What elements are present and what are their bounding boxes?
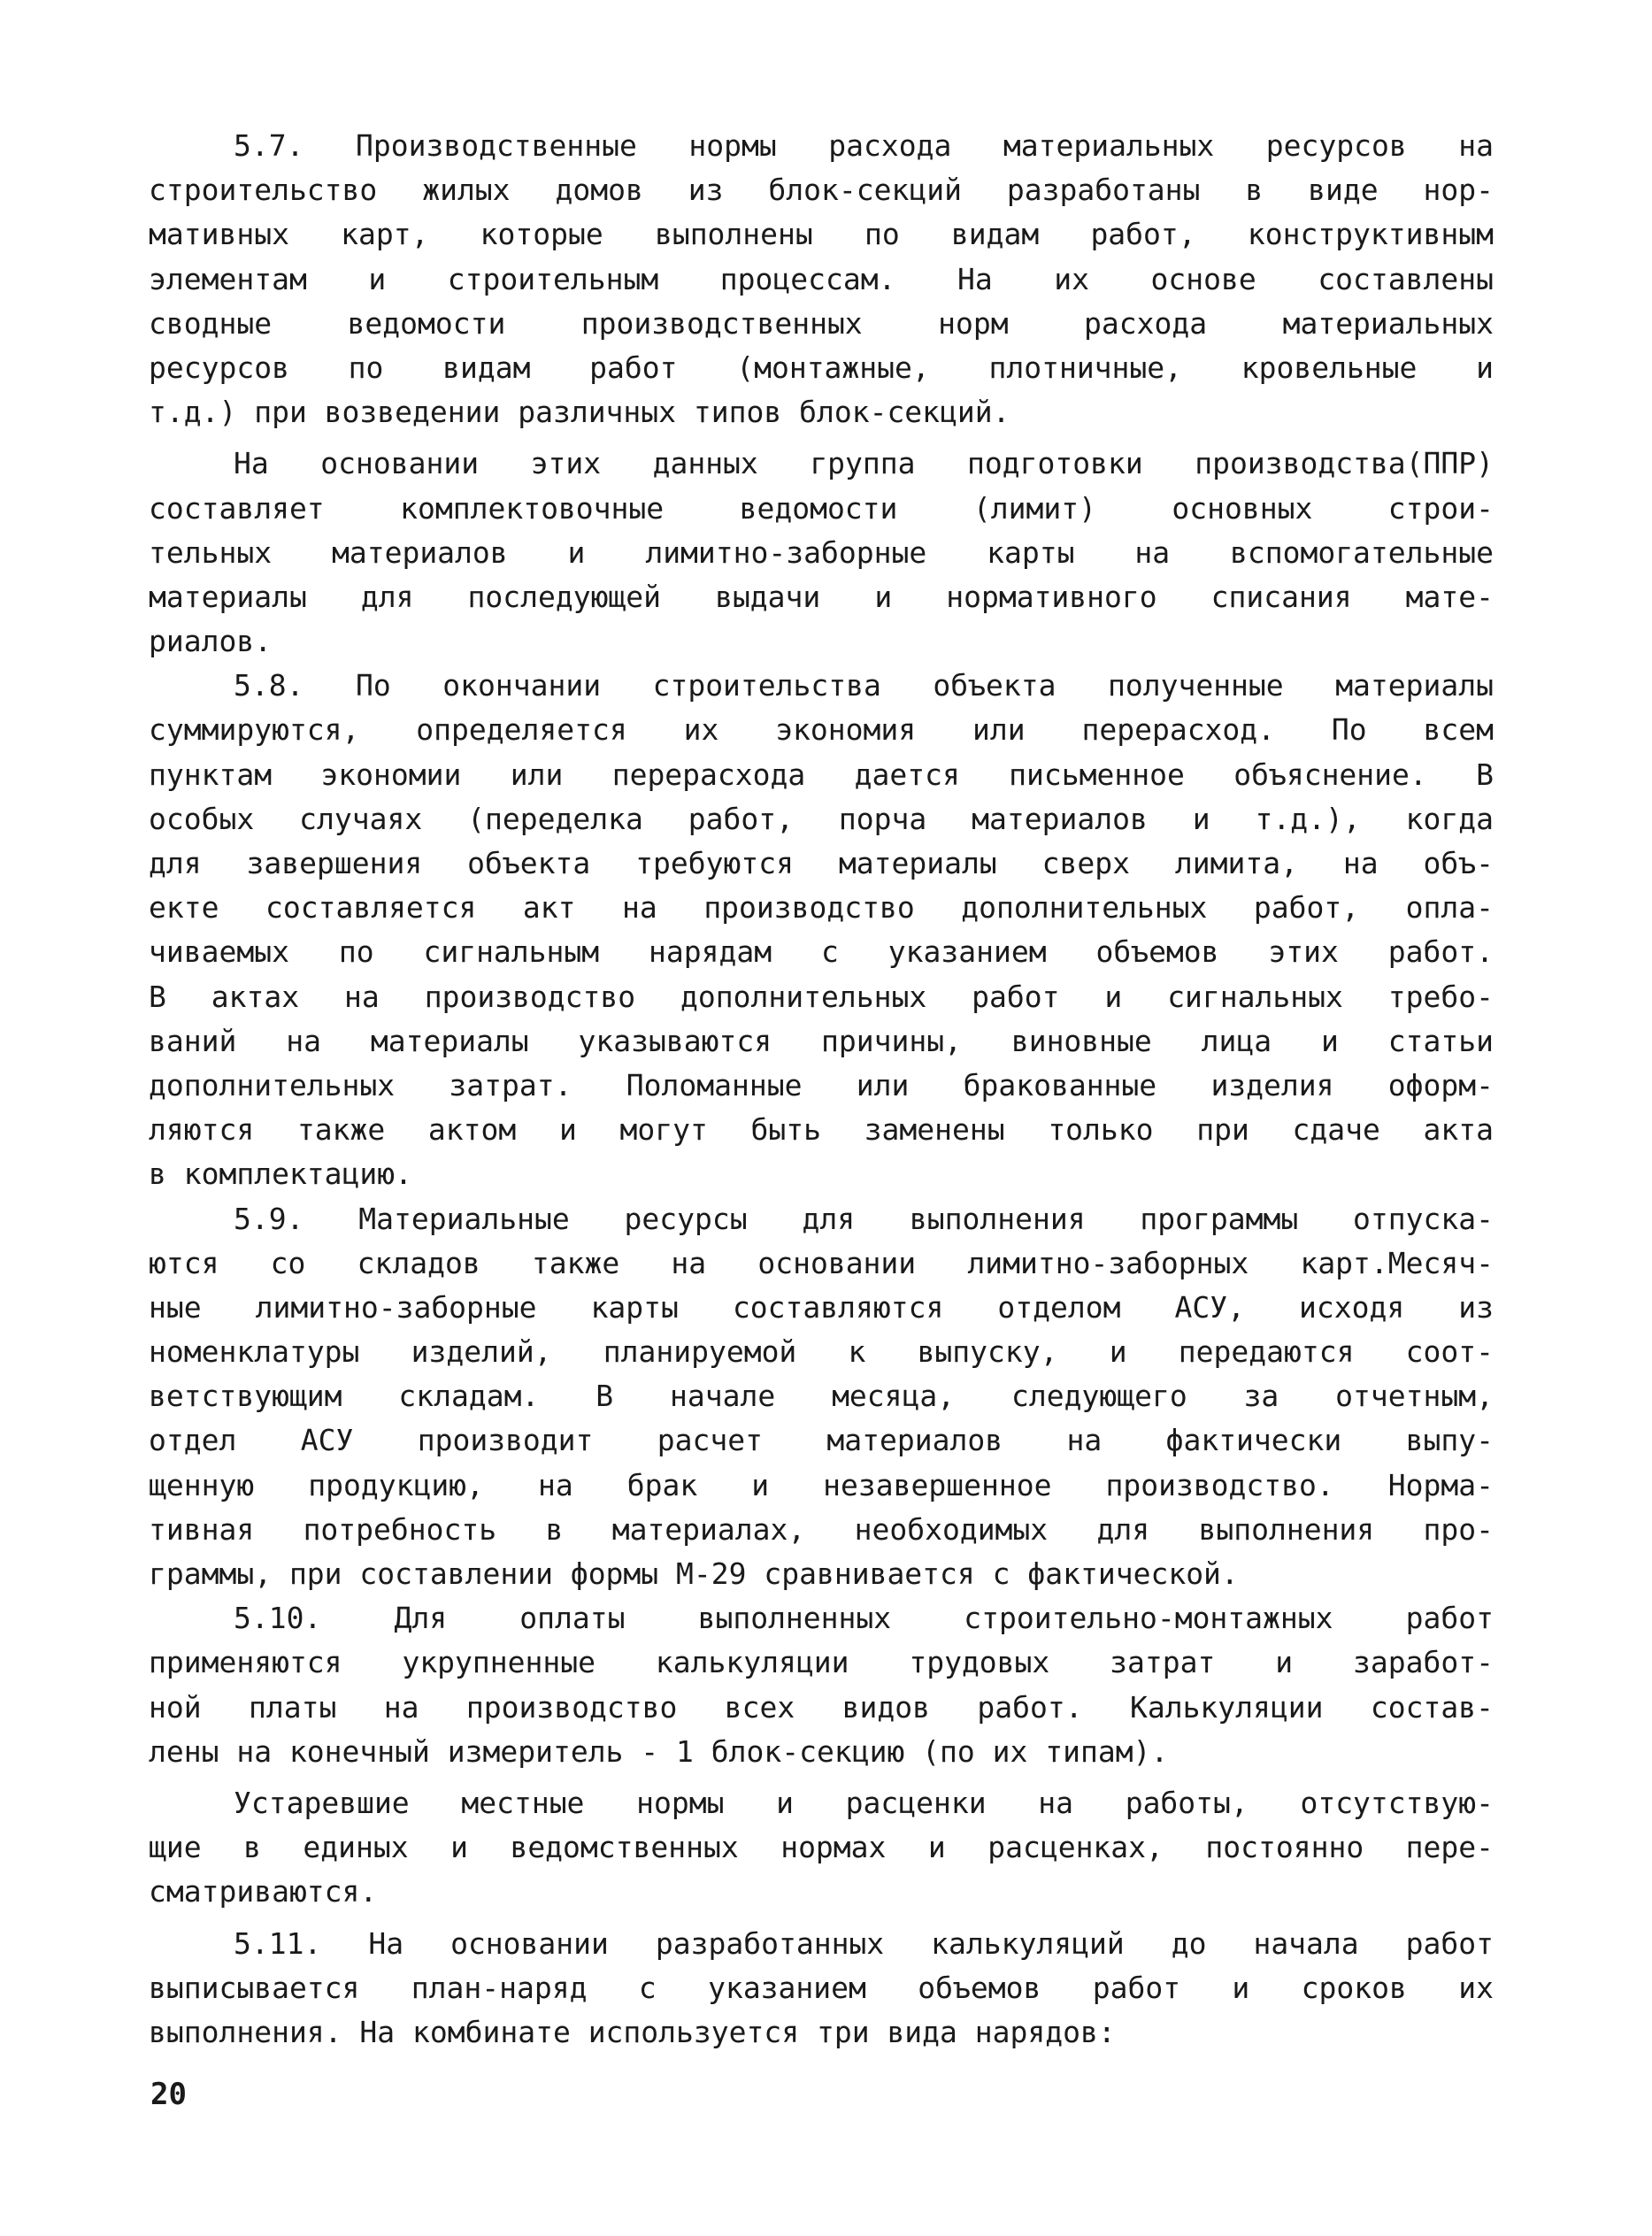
text-line: материалы для последующей выдачи и нормативного списания мате- [149, 579, 1494, 614]
text-line: выписывается план-наряд с указанием объемов работ и сроков их [149, 1970, 1494, 2005]
text-line: суммируются, определяется их экономия или перерасход. По всем [149, 712, 1494, 748]
text-line: 5.10. Для оплаты выполненных строительно-монтажных работ [234, 1601, 1494, 1636]
text-line: ются со складов также на основании лимитно-заборных карт.Месяч- [149, 1245, 1494, 1280]
text-line: мативных карт, которые выполнены по видам работ, конструктивным [149, 217, 1494, 252]
text-line: тельных материалов и лимитно-заборные карты на вспомогательные [149, 534, 1494, 570]
page-number: 20 [150, 2077, 187, 2112]
text-line: составляет комплектовочные ведомости (лимит) основных строи- [149, 490, 1494, 526]
text-line: ваний на материалы указываются причины, виновные лица и статьи [149, 1023, 1494, 1058]
text-line: екте составляется акт на производство дополнительных работ, опла- [149, 890, 1494, 926]
text-line: ляются также актом и могут быть заменены только при сдаче акта [149, 1112, 1494, 1148]
text-line: 5.7. Производственные нормы расхода материальных ресурсов на [234, 128, 1494, 163]
text-line: в комплектацию. [149, 1156, 413, 1192]
text-line: выполнения. На комбинате используется три вида нарядов: [149, 2014, 1116, 2049]
document-body [149, 124, 1494, 2055]
text-line: для завершения объекта требуются материалы сверх лимита, на объ- [149, 846, 1494, 880]
text-line: щенную продукцию, на брак и незавершенное производство. Норма- [149, 1467, 1494, 1502]
text-line: 5.11. На основании разработанных калькуляций до начала работ [234, 1925, 1494, 1961]
text-line: граммы, при составлении формы М-29 сравнивается с фактической. [149, 1556, 1239, 1591]
text-line: отдел АСУ производит расчет материалов на фактически выпу- [149, 1423, 1494, 1458]
text-line: щие в единых и ведомственных нормах и расценках, постоянно пере- [149, 1830, 1494, 1865]
text-line: 5.9. Материальные ресурсы для выполнения программы отпуска- [234, 1201, 1494, 1236]
text-line: ветствующим складам. В начале месяца, следующего за отчетным, [149, 1379, 1494, 1414]
text-line: применяются укрупненные калькуляции трудовых затрат и заработ- [149, 1645, 1494, 1680]
text-line: лены на конечный измеритель - 1 блок-секцию (по их типам). [149, 1733, 1169, 1769]
text-line: пунктам экономии или перерасхода дается письменное объяснение. В [149, 757, 1494, 792]
text-line: ные лимитно-заборные карты составляются отделом АСУ, исходя из [149, 1289, 1494, 1325]
text-line: тивная потребность в материалах, необходимых для выполнения про- [149, 1511, 1494, 1547]
text-line: ресурсов по видам работ (монтажные, плотничные, кровельные и [149, 350, 1494, 385]
text-line: 5.8. По окончании строительства объекта полученные материалы [234, 668, 1494, 703]
text-line: т.д.) при возведении различных типов блок-секций. [149, 395, 1010, 430]
text-line: сматриваются. [149, 1874, 378, 1909]
text-line: особых случаях (переделка работ, порча материалов и т.д.), когда [149, 801, 1494, 836]
text-line: На основании этих данных группа подготовки производства(ППР) [234, 446, 1494, 481]
text-line: риалов. [149, 624, 273, 659]
text-line: ной платы на производство всех видов работ. Калькуляции состав- [149, 1689, 1494, 1725]
text-line: В актах на производство дополнительных работ и сигнальных требо- [149, 979, 1494, 1014]
text-line: строительство жилых домов из блок-секций разработаны в виде нор- [149, 173, 1494, 208]
text-line: Устаревшие местные нормы и расценки на работы, отсутствую- [234, 1785, 1494, 1820]
paragraph-gap [149, 434, 1494, 442]
text-line: элементам и строительным процессам. На их основе составлены [149, 261, 1494, 296]
text-line: дополнительных затрат. Поломанные или бракованные изделия оформ- [149, 1067, 1494, 1103]
text-line: чиваемых по сигнальным нарядам с указанием объемов этих работ. [149, 934, 1494, 970]
paragraph-gap [149, 1774, 1494, 1781]
paragraph-gap [149, 1915, 1494, 1922]
text-line: номенклатуры изделий, планируемой к выпуску, и передаются соот- [149, 1334, 1494, 1370]
text-line: сводные ведомости производственных норм расхода материальных [149, 305, 1494, 341]
